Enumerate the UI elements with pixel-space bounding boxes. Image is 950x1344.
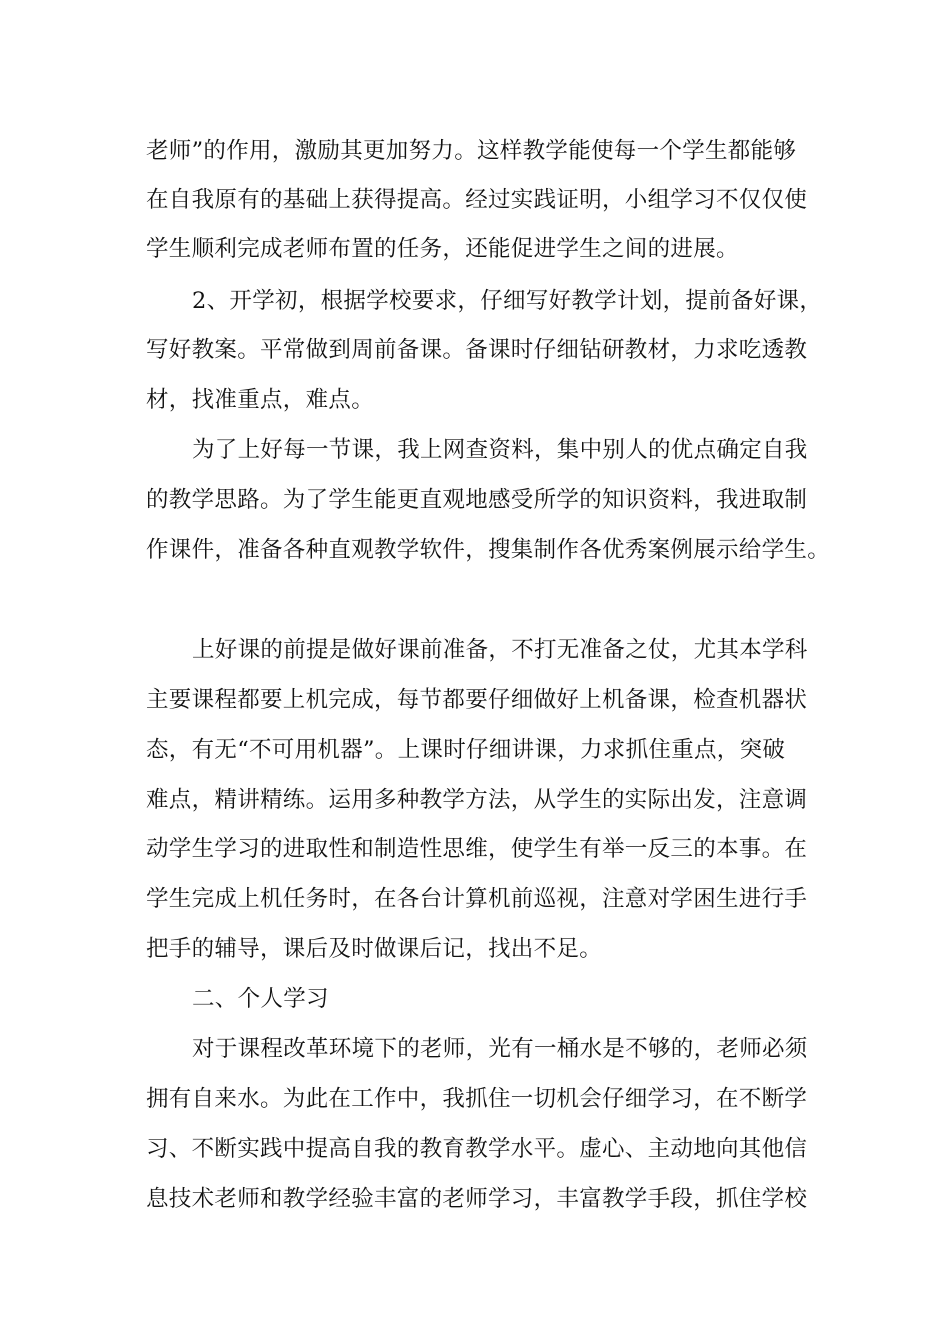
paragraph-first-line: 对于课程改革环境下的老师，光有一桶水是不够的，老师必须 [192, 1036, 808, 1062]
text-line: 作课件，准备各种直观教学软件，搜集制作各优秀案例展示给学生。 [146, 537, 831, 563]
text-line: 拥有自来水。为此在工作中，我抓住一切机会仔细学习，在不断学 [146, 1086, 808, 1112]
text-line: 学生完成上机任务时，在各台计算机前巡视，注意对学困生进行手 [146, 886, 808, 912]
text-line: 的教学思路。为了学生能更直观地感受所学的知识资料，我进取制 [146, 487, 808, 513]
text-line: 主要课程都要上机完成，每节都要仔细做好上机备课，检查机器状 [146, 687, 808, 713]
text-line: 老师”的作用，激励其更加努力。这样教学能使每一个学生都能够 [146, 138, 797, 164]
text-line: 写好教案。平常做到周前备课。备课时仔细钻研教材，力求吃透教 [146, 337, 808, 363]
text-line: 态，有无“不可用机器”。上课时仔细讲课，力求抓住重点，突破 [146, 737, 786, 763]
text-line: 动学生学习的进取性和制造性思维，使学生有举一反三的本事。在 [146, 836, 808, 862]
paragraph-first-line: 为了上好每一节课，我上网查资料，集中别人的优点确定自我 [192, 437, 808, 463]
text-line: 把手的辅导，课后及时做课后记，找出不足。 [146, 936, 603, 962]
text-line: 习、不断实践中提高自我的教育教学水平。虚心、主动地向其他信 [146, 1136, 808, 1162]
paragraph-first-line: 上好课的前提是做好课前准备，不打无准备之仗，尤其本学科 [192, 637, 808, 663]
text-line: 难点，精讲精练。运用多种教学方法，从学生的实际出发，注意调 [146, 787, 808, 813]
text-line: 在自我原有的基础上获得提高。经过实践证明，小组学习不仅仅使 [146, 187, 808, 213]
section-heading: 二、个人学习 [192, 986, 329, 1012]
text-line: 材，找准重点，难点。 [146, 387, 375, 413]
text-line: 学生顺利完成老师布置的任务，还能促进学生之间的进展。 [146, 236, 739, 262]
text-line: 息技术老师和教学经验丰富的老师学习，丰富教学手段，抓住学校 [146, 1186, 808, 1212]
paragraph-first-line: 2、开学初，根据学校要求，仔细写好教学计划，提前备好课， [192, 288, 823, 314]
